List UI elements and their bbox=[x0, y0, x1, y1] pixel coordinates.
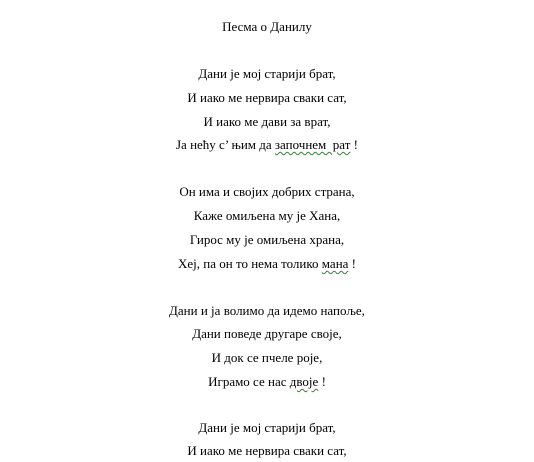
poem-line: Дани је мој старији брат, bbox=[198, 420, 336, 435]
poem-line: Гирос му је омиљена храна, bbox=[189, 232, 345, 247]
line-text: ! bbox=[350, 137, 358, 152]
line-text: Играмо се нас bbox=[208, 374, 290, 389]
poem-line: Он има и својих добрих страна, bbox=[179, 184, 355, 199]
poem-line: И иако ме нервира сваки сат, bbox=[187, 90, 347, 105]
line-text: ! bbox=[348, 256, 357, 271]
poem-line: Каже омиљена му је Хана, bbox=[193, 208, 341, 223]
line-text: Хеј, па он то нема толико bbox=[177, 256, 322, 271]
poem-line: Дани и ја волимо да идемо напоље, bbox=[169, 303, 365, 318]
line-text: Ја нећу с’ њим да bbox=[176, 137, 275, 152]
poem-line: И иако ме нервира сваки сат, bbox=[187, 443, 347, 458]
poem-line: И иако ме дави за врат, bbox=[203, 114, 331, 129]
poem-line: И док се пчеле роје, bbox=[211, 350, 323, 365]
spellcheck-marked-text: двоје bbox=[289, 374, 319, 389]
poem-line: Дани поведе другаре своје, bbox=[192, 326, 342, 341]
spellcheck-marked-text: започнем рат bbox=[274, 137, 351, 152]
poem-line bbox=[0, 137, 534, 153]
spellcheck-marked-text: мана bbox=[321, 256, 349, 271]
line-text: ! bbox=[318, 374, 326, 389]
poem-line bbox=[0, 256, 534, 272]
poem-line bbox=[0, 374, 534, 390]
poem-title: Песма о Данилу bbox=[222, 19, 312, 34]
poem-line: Дани је мој старији брат, bbox=[198, 66, 336, 81]
